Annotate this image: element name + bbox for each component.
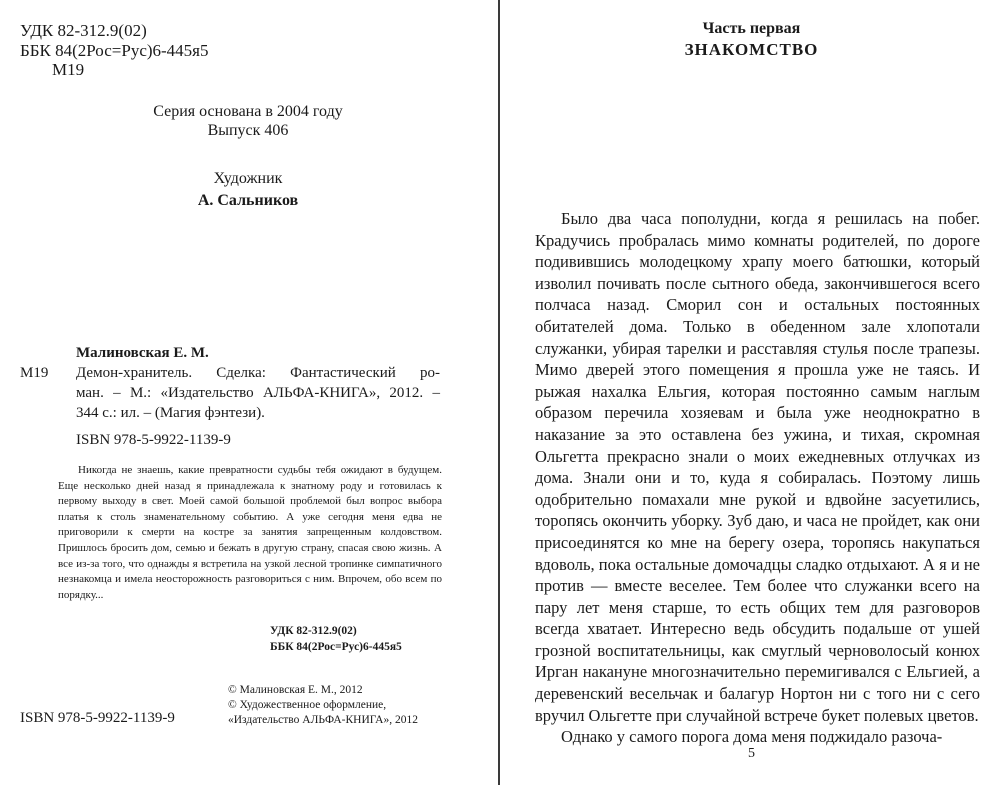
udk-code: УДК 82-312.9(02) bbox=[20, 21, 147, 40]
classification-bottom bbox=[270, 623, 402, 655]
record-pages-line: 344 с.: ил. – (Магия фэнтези). bbox=[76, 405, 265, 421]
page-gutter bbox=[498, 0, 500, 785]
bibliographic-record bbox=[20, 343, 440, 423]
artist-name: А. Сальников bbox=[197, 192, 299, 209]
artist-label: Художник bbox=[213, 170, 283, 187]
annotation: Никогда не знаешь, какие превратности судьбы тебя ожидают в будущем. Еще несколько дней назад я принадлежала к знатному роду и готовилась к первому выходу в свет. Моей самой большой проблемой был вопрос выбора платья к столь знаменательному событию. А уже сегодня меня едва не приговорили к смерти на костре за занятия запрещенным колдовством. Пришлось бросить дом, семью и бежать в другую страну, спасая свою жизнь. А все из-за того, что однажды я встретила на узкой лесной тропинке симпатичного незнакомца и имела неосторожность разговориться с ним. Впрочем, обо всем по порядку... bbox=[58, 464, 442, 601]
library-codes bbox=[20, 21, 209, 80]
record-publisher-line: ман. – М.: «Издательство АЛЬФА-КНИГА», 2012. – bbox=[76, 385, 440, 401]
isbn: ISBN 978-5-9922-1139-9 bbox=[76, 432, 231, 448]
copyright-block bbox=[228, 683, 418, 728]
copyright-line: © Малиновская Е. М., 2012 bbox=[228, 684, 363, 696]
chapter-text bbox=[535, 208, 980, 748]
udk-bottom: УДК 82-312.9(02) bbox=[270, 625, 357, 637]
copyright-line: «Издательство АЛЬФА-КНИГА», 2012 bbox=[228, 714, 418, 726]
left-page bbox=[0, 0, 496, 785]
isbn-bottom: ISBN 978-5-9922-1139-9 bbox=[20, 710, 175, 726]
bbk-bottom: ББК 84(2Рос=Рус)6-445я5 bbox=[270, 641, 402, 653]
paragraph: Однако у самого порога дома меня поджидало разоча- bbox=[561, 727, 943, 747]
record-author: Малиновская Е. М. bbox=[76, 345, 209, 361]
issue-number: Выпуск 406 bbox=[207, 122, 289, 139]
part-heading bbox=[503, 18, 1000, 61]
record-code: М19 bbox=[20, 365, 49, 381]
bbk-code: ББК 84(2Рос=Рус)6-445я5 bbox=[20, 40, 209, 60]
paragraph: Было два часа пополудни, когда я решилась на побег. Крадучись пробралась мимо комнаты родителей, по дороге подивившись молодецкому храпу моего батюшки, который изволил почивать после сытного обеда, закончившегося всего полчаса назад. Сморил сон и остальных постоянных обитателей дома. Только в обеденном зале хлопотали служанки, убирая тарелки и расставляя стулья после трапезы. Мимо дверей этого помещения я прошла уже не таясь. И рыжая нахалка Ельгия, которая постоянно самым наглым образом перечила хозяевам и была уже неоднократно в наказание за это оставлена без ужина, и тихая, скромная Ольгетта прекрасно знали о моих ежедневных отлучках из дома. Знали они и то, куда я собиралась. Поэтому лишь одобрительно помахали мне рукой и вдвойне засуетились, торопясь окончить уборку. Зуб даю, и часа не пройдет, как они присоединятся ко мне на берегу озера, торопясь накупаться вдоволь, пока остальные домочадцы сладко отдыхают. А я и не против — вместе веселее. Тем более что служанки всего на пару лет меня старше, то есть общих тем для разговоров всегда хватает. Интересно ведь обсудить подальше от ушей грозной воспитательницы, как смуглый черноволосый конюх Ирган накануне многозначительно перемигивался с Ельгией, а деревенский весельчак и балагур Нортон ни с того ни с сего вручил Ольгетте при случайной встрече букет полевых цветов. bbox=[535, 209, 980, 725]
record-title-line: Демон-хранитель. Сделка: Фантастический ро- bbox=[76, 365, 440, 381]
part-label: Часть первая bbox=[702, 20, 801, 37]
right-page bbox=[503, 0, 1000, 785]
page-number: 5 bbox=[748, 746, 755, 761]
copyright-line: © Художественное оформление, bbox=[228, 699, 387, 711]
series-info bbox=[0, 102, 496, 140]
part-title: ЗНАКОМСТВО bbox=[684, 40, 819, 59]
author-mark: М19 bbox=[52, 60, 85, 79]
artist-credit bbox=[0, 168, 496, 212]
series-founded: Серия основана в 2004 году bbox=[153, 103, 343, 120]
